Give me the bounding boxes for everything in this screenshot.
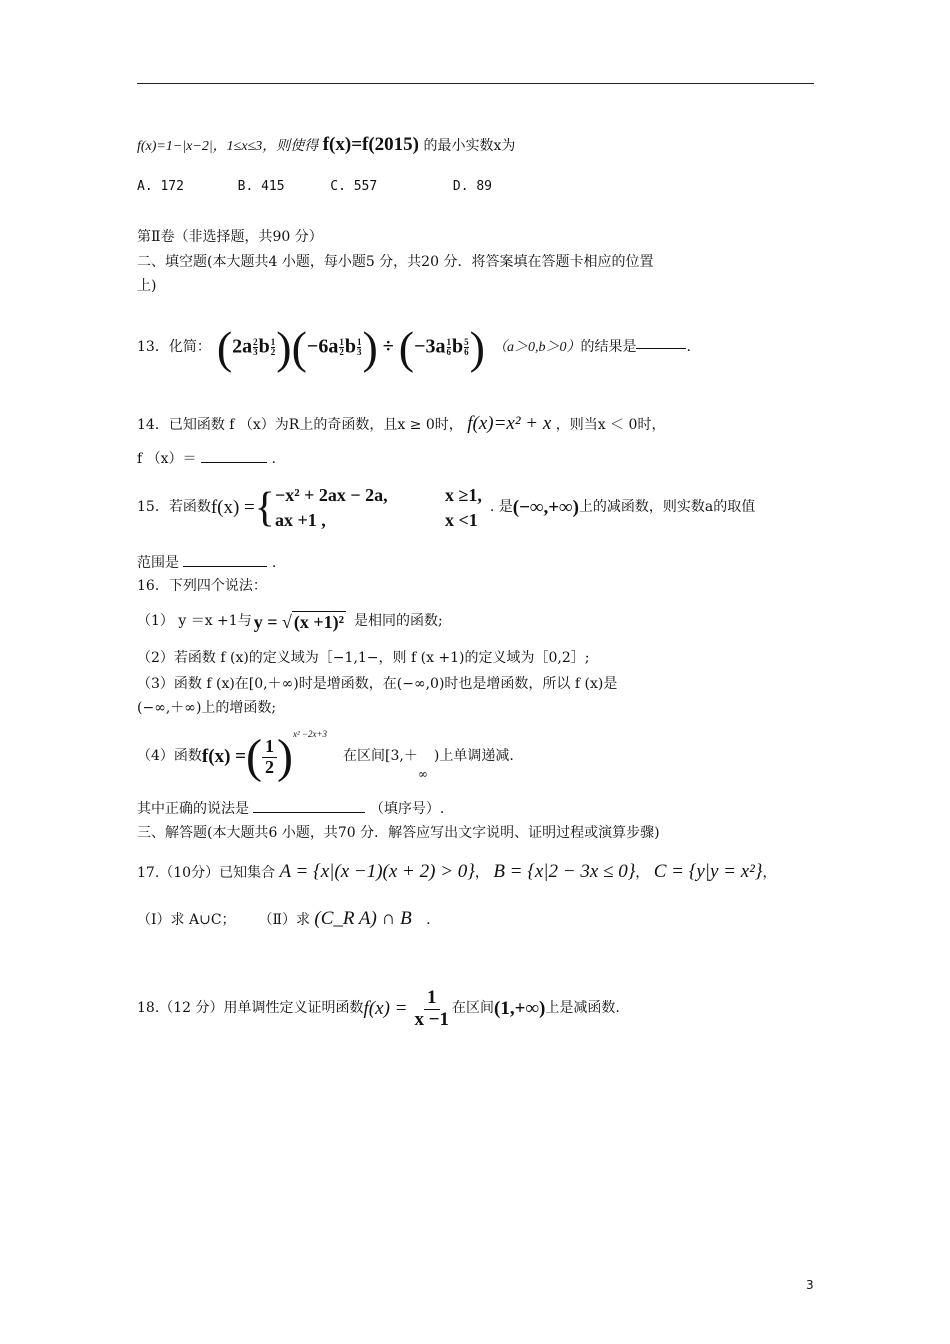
q18-func: f(x) = — [363, 998, 408, 1020]
q16-answer-b: （填序号）. — [369, 801, 445, 817]
q16-s4-inf: ∞ — [417, 767, 428, 781]
q16-s4-c: )上单调递减. — [433, 748, 514, 765]
q17-set-a: A = {x|(x −1)(x + 2) > 0} — [279, 861, 475, 882]
q18-numerator: 1 — [424, 988, 440, 1010]
q15-case2: ax +1 , — [274, 510, 326, 530]
q14-text-a: 14．已知函数 f （x）为R上的奇函数，且x ≥ 0时， — [137, 417, 463, 433]
q16-s1-b: 是相同的函数; — [354, 613, 443, 630]
q16-s4-a: （4）函数 — [137, 748, 202, 765]
q17-part2-expr: (C_R A) ∩ B — [314, 908, 412, 929]
q17-set-b: B = {x|2 − 3x ≤ 0} — [493, 861, 636, 882]
q13-suffix: 的结果是 — [580, 339, 637, 356]
q12-options — [137, 179, 492, 195]
q17-prefix: 17.（10分）已知集合 — [137, 865, 276, 881]
q12-cond2: f(x)=f(2015) — [322, 134, 420, 155]
option-b: B. 415 — [237, 179, 285, 194]
header-rule — [137, 83, 814, 84]
q18-denominator: x −1 — [414, 1008, 450, 1030]
q18-mid: 在区间 — [452, 1000, 495, 1017]
q15-line2: 范围是 — [137, 555, 179, 571]
question-14-line2 — [137, 451, 276, 469]
fill-heading-line1: 二、填空题(本大题共4 小题，每小题5 分，共20 分．将答案填在答题卡相应的位置 — [137, 254, 654, 270]
q16-s4-fx: f(x) = — [201, 746, 246, 768]
q13-end: . — [686, 339, 691, 356]
q18-interval: (1,+∞) — [494, 998, 546, 1020]
q13-condition: （a＞0,b＞0） — [492, 340, 581, 356]
q17-part1: （Ⅰ）求 A∪C； — [137, 912, 236, 928]
q15-cases — [275, 483, 482, 534]
q16-statement-3-line2: (−∞,＋∞)上的增函数; — [137, 700, 277, 716]
q15-answer-blank[interactable] — [183, 566, 267, 567]
q18-prefix: 18.（12 分）用单调性定义证明函数 — [137, 1000, 364, 1017]
q14-line2: f （x）＝ — [137, 451, 197, 467]
q16-statement-2: （2）若函数 f (x)的定义域为［−1,1−，则 f (x +1)的定义域为［0,2］; — [137, 650, 590, 666]
q15-end: . — [271, 555, 277, 571]
option-d: D. 89 — [452, 179, 493, 194]
q14-text-b: ，则当x ＜ 0时， — [555, 417, 666, 433]
question-15 — [137, 478, 755, 538]
q16-s1-a: （1） y ＝x +1与 — [137, 613, 252, 630]
question-13 — [137, 318, 691, 378]
q16-statement-1 — [137, 606, 443, 638]
q18-fraction — [411, 988, 452, 1031]
q17-part2-a: （Ⅱ）求 — [258, 912, 310, 928]
q15-case1-cond: x ≥1, — [444, 484, 482, 505]
q16-answer-line — [137, 801, 444, 819]
q15-mid: . 是 — [489, 499, 513, 516]
q16-intro: 16．下列四个说法： — [137, 578, 267, 594]
q16-s4-b: 在区间[3,＋ — [343, 748, 418, 765]
q16-s4-exponent: x² −2x+3 — [292, 729, 328, 739]
question-14-line1 — [137, 412, 665, 436]
page-number: 3 — [806, 1278, 814, 1292]
q15-brace: { — [254, 485, 275, 531]
q14-formula: f(x)=x² + x — [467, 413, 552, 434]
part3-heading: 三、解答题(本大题共6 小题，共70 分．解答应写出文字说明、证明过程或演算步骤) — [137, 825, 660, 841]
q16-statement-4 — [137, 727, 514, 787]
q16-s4-fraction: $\frac{1}{2}$ — [262, 737, 277, 778]
option-a: A. 172 — [137, 179, 184, 194]
q16-s1-formula: y = √ (x +1)² — [253, 611, 344, 632]
q16-s4-lparen: ( — [245, 730, 262, 783]
question-15-line2 — [137, 555, 276, 573]
q13-answer-blank[interactable] — [636, 348, 686, 349]
option-c: C. 557 — [330, 179, 378, 194]
q14-end: . — [271, 451, 276, 467]
q18-suffix: 上是减函数. — [545, 1000, 620, 1017]
part2-title: 第Ⅱ卷（非选择题，共90 分） — [137, 229, 323, 245]
q16-answer-blank[interactable] — [253, 812, 365, 813]
q12-condition — [137, 133, 515, 157]
q16-answer-a: 其中正确的说法是 — [137, 801, 249, 817]
q15-interval: (−∞,+∞) — [512, 497, 579, 519]
fill-heading-line2: 上) — [137, 278, 157, 294]
q16-s4-rparen: ) — [276, 730, 293, 783]
question-17-line2 — [137, 907, 431, 931]
q13-prefix: 13．化简： — [137, 339, 211, 356]
q17-set-c: C = {y|y = x²} — [653, 861, 763, 882]
question-17-line1: 17.（10分）已知集合 A = {x|(x −1)(x + 2) > 0}， B = {x|2 − 3x ≤ 0}， C = {y|y = x²}， — [137, 861, 777, 882]
q17-end: . — [426, 912, 431, 928]
q15-case1: −x² + 2ax − 2a, — [274, 484, 388, 505]
question-18 — [137, 980, 620, 1038]
q12-cond3: 的最小实数x为 — [423, 138, 516, 154]
q15-fx: f(x) = — [210, 497, 255, 519]
q12-cond1: f(x)=1−|x−2|，1≤x≤3，则使得 — [137, 139, 319, 154]
q15-case2-cond: x <1 — [444, 510, 478, 530]
q16-statement-3-line1: （3）函数 f (x)在[0,＋∞)时是增函数，在(−∞,0)时也是增函数，所以 f (x)是 — [137, 676, 618, 692]
q15-prefix: 15．若函数 — [137, 499, 211, 516]
q13-expression: (2a $\frac{2}{3}$ b $\frac{1}{2}$ )(−6a $\frac{1}{2}$ b $\frac{1}{3}$ ) ÷ (−3a $\frac{1}{6}$ b $\frac{5}{6}$ ) — [216, 322, 485, 374]
q14-answer-blank[interactable] — [201, 462, 267, 463]
q15-suffix: 上的减函数，则实数a的取值 — [578, 499, 756, 516]
